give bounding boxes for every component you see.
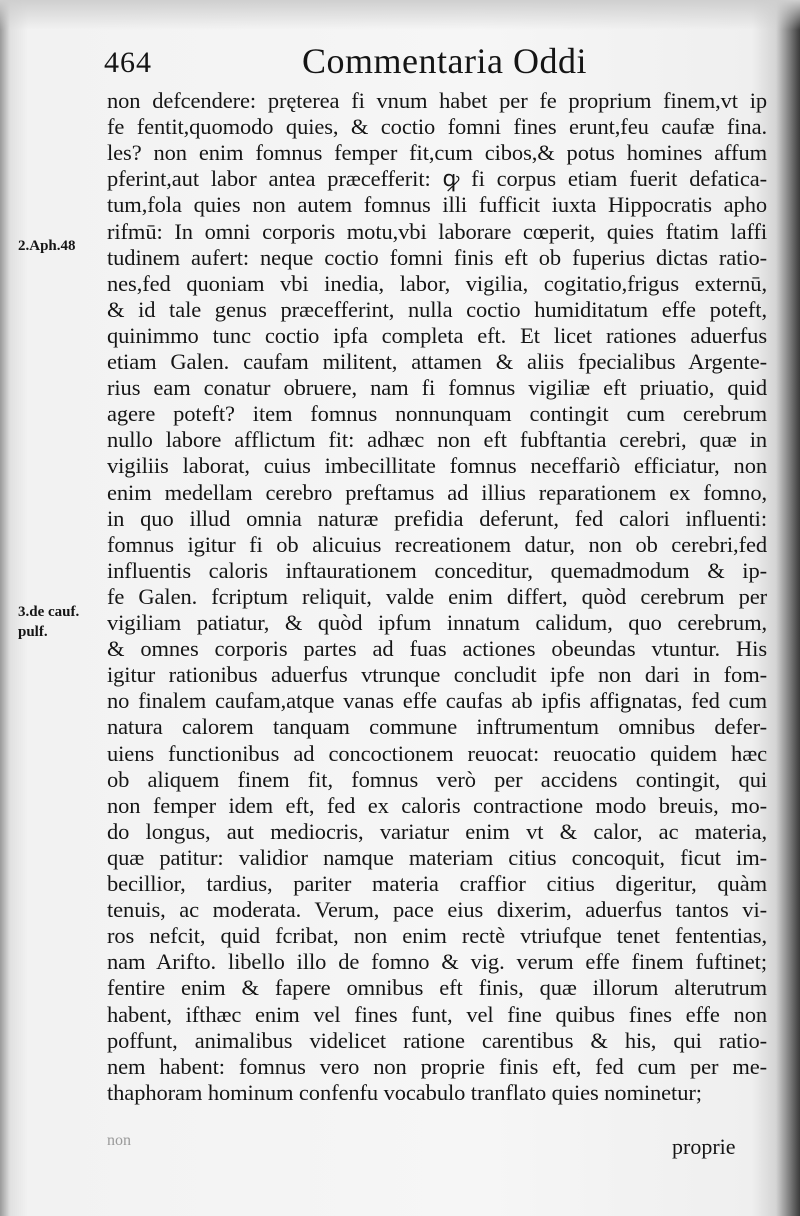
text-line: fe Galen. fcriptum reliquit, valde enim differt, quòd cerebrum per (107, 583, 767, 609)
text-line: tudinem aufert: neque coctio fomni finis eft ob fuperius dictas ratio- (107, 244, 767, 270)
text-line: thaphoram hominum confenfu vocabulo tranflato quies nominetur; (107, 1079, 702, 1105)
text-line: fentire enim & fapere omnibus eft finis, quæ illorum alterutrum (107, 975, 767, 1001)
bleed-through-text: non (107, 1132, 131, 1149)
text-line: influentis caloris inftaurationem conceditur, quemadmodum & ip- (107, 557, 767, 583)
text-line: nullo labore afflictum fit: adhæc non eft fubftantia cerebri, quæ in (107, 427, 767, 453)
text-line: & omnes corporis partes ad fuas actiones obeundas vtuntur. His (107, 636, 767, 662)
text-line: poffunt, animalibus videlicet ratione carentibus & his, qui ratio- (107, 1027, 767, 1053)
text-line: nem habent: fomnus vero non proprie finis eft, fed cum per me- (107, 1053, 767, 1079)
text-line: fe fentit,quomodo quies, & coctio fomni fines erunt,feu caufæ fina. (107, 114, 767, 140)
text-line: rius eam conatur obruere, nam fi fomnus vigiliæ eft priuatio, quid (107, 375, 767, 401)
text-line: etiam Galen. caufam militent, attamen & aliis fpecialibus Argente- (107, 349, 767, 374)
text-line: enim medellam cerebro preftamus ad illius reparationem ex fomno, (107, 479, 767, 505)
text-line: fomnus igitur fi ob alicuius recreationem datur, non ob cerebri,fed (107, 531, 767, 557)
text-line: in quo illud omnia naturæ prefidia deferunt, fed calori influenti: (107, 505, 767, 531)
text-line: nam Arifto. libello illo de fomno & vig. verum effe finem fuftinet; (107, 949, 767, 975)
text-line: no finalem caufam,atque vanas effe caufas ab ipfis affignatas, fed cum (107, 688, 767, 714)
text-line: nes,fed quoniam vbi inedia, labor, vigilia, cogitatio,frigus externū, (107, 270, 767, 296)
text-line: agere poteft? item fomnus nonnunquam contingit cum cerebrum (107, 401, 767, 427)
text-line: pferint,aut labor antea præcefferit: ꝙ fi corpus etiam fuerit defatica- (107, 166, 767, 192)
text-line: igitur rationibus aduerfus vtrunque concludit ipfe non dari in fom- (107, 662, 767, 688)
text-line: habent, ifthæc enim vel fines funt, vel fine quibus fines effe non (107, 1001, 767, 1027)
text-line: & id tale genus præcefferint, nulla coctio humiditatum effe poteft, (107, 296, 767, 322)
text-line: quæ patitur: validior namque materiam citius concoquit, ficut im- (107, 844, 767, 870)
text-line: ros nefcit, quid fcribat, non enim rectè vtriufque tenet fententias, (107, 923, 767, 949)
text-line: non defcendere: pręterea fi vnum habet per fe proprium finem,vt ip (107, 88, 767, 113)
margin-note-aphorism: 2.Aph.48 (18, 238, 76, 254)
catchword: proprie (672, 1134, 736, 1159)
text-line: rifmū: In omni corporis motu,vbi laborare cœperit, quies ftatim laffi (107, 218, 767, 244)
page-number: 464 (104, 46, 152, 79)
text-line: becillior, tardius, pariter materia craffior citius digeritur, quàm (107, 871, 767, 896)
margin-note-de-causis-pulsuum: 3.de cauf. pulf. (18, 604, 80, 640)
text-line: non femper idem eft, fed ex caloris contractione modo breuis, mo- (107, 792, 767, 818)
text-line: quinimmo tunc coctio ipfa completa eft. Et licet rationes aduerfus (107, 322, 767, 348)
text-line: tenuis, ac moderata. Verum, pace eius dixerim, aduerfus tantos vi- (107, 897, 767, 923)
text-line: ob aliquem finem fit, fomnus verò per accidens contingit, qui (107, 766, 767, 792)
text-line: vigiliis laborat, cuius imbecillitate fomnus neceffariò efficiatur, non (107, 453, 767, 479)
text-line: tum,fola quies non autem fomnus illi fufficit iuxta Hippocratis apho (107, 192, 767, 218)
text-line: les? non enim fomnus femper fit,cum cibos,& potus homines affum (107, 140, 767, 166)
text-line: uiens functionibus ad concoctionem reuocat: reuocatio quidem hæc (107, 740, 767, 766)
text-line: vigiliam patiatur, & quòd ipfum innatum calidum, quo cerebrum, (107, 610, 767, 635)
running-head (104, 40, 604, 86)
text-line: natura calorem tanquam commune inftrumentum omnibus defer- (107, 714, 767, 740)
text-line: do longus, aut mediocris, variatur enim vt & calor, ac materia, (107, 818, 767, 844)
running-title: Commentaria Oddi (302, 41, 587, 81)
